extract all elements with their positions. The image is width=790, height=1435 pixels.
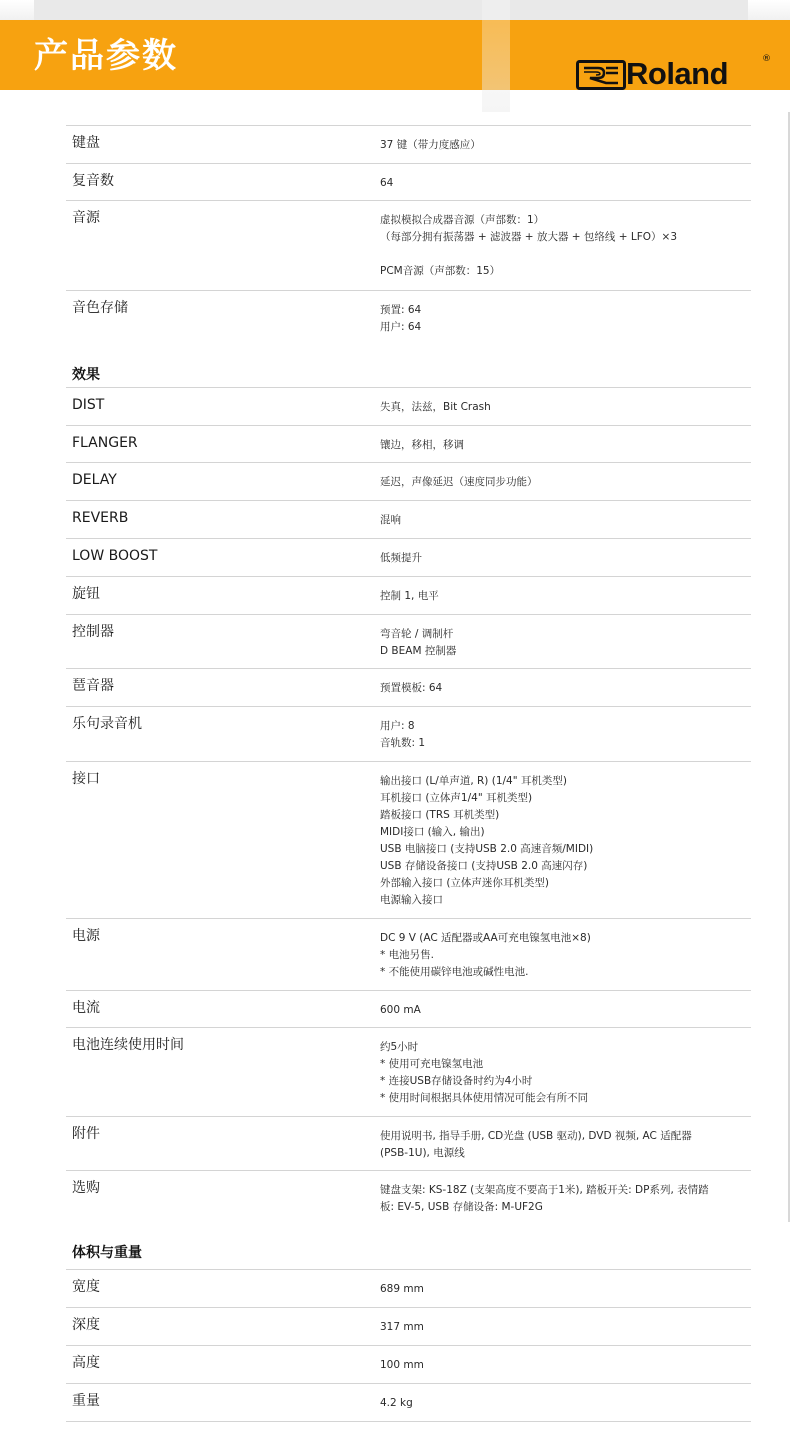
- table-bottom-line: [66, 1421, 751, 1422]
- spec-row: [66, 1027, 751, 1116]
- spec-value-line: * 连接USB存储设备时约为4小时: [380, 1075, 533, 1087]
- spec-label: LOW BOOST: [72, 548, 158, 564]
- spec-row: [66, 761, 751, 918]
- roland-logo: [576, 54, 771, 92]
- spec-value-line: MIDI接口 (输入, 输出): [380, 826, 485, 838]
- spec-value: [380, 501, 751, 529]
- spec-value-line: 电源输入接口: [380, 894, 443, 906]
- spec-value: [380, 1308, 751, 1336]
- spec-row: [66, 1307, 751, 1345]
- spec-group-main: [66, 125, 751, 342]
- spec-value-line: * 电池另售.: [380, 949, 434, 961]
- spec-value-line: * 不能使用碳锌电池或碱性电池.: [380, 966, 529, 978]
- spec-label: 电源: [72, 928, 100, 944]
- spec-row: [66, 706, 751, 761]
- spec-value-line: 输出接口 (L/单声道, R) (1/4" 耳机类型): [380, 775, 567, 787]
- section-title-dimensions: 体积与重量: [72, 1245, 142, 1261]
- spec-label: FLANGER: [72, 435, 138, 451]
- spec-value-line: 317 mm: [380, 1321, 424, 1333]
- spec-row: [66, 538, 751, 576]
- section-title-effects: 效果: [72, 367, 100, 383]
- spec-value: [380, 201, 751, 280]
- spec-value-line: DC 9 V (AC 适配器或AA可充电镍氢电池×8): [380, 932, 591, 944]
- spec-value: [380, 991, 751, 1019]
- spec-value-line: 踏板接口 (TRS 耳机类型): [380, 809, 500, 821]
- spec-row: [66, 462, 751, 500]
- spec-value: [380, 762, 751, 909]
- spec-value-line: 失真，法兹，Bit Crash: [380, 401, 491, 413]
- spec-label: 音源: [72, 210, 100, 226]
- spec-value-line: 键盘支架: KS-18Z (支架高度不要高于1米), 踏板开关: DP系列, 表情踏: [380, 1184, 709, 1196]
- spec-row: [66, 1383, 751, 1421]
- spec-value-line: 100 mm: [380, 1359, 424, 1371]
- spec-value-line: 用户: 64: [380, 321, 422, 333]
- spec-label: 复音数: [72, 173, 114, 189]
- spec-value: [380, 615, 751, 660]
- spec-value-line: 低频提升: [380, 552, 422, 564]
- spec-value-line: (PSB-1U), 电源线: [380, 1147, 465, 1159]
- spec-value: [380, 1384, 751, 1412]
- spec-value-line: 弯音轮 / 调制杆: [380, 628, 454, 640]
- spec-value-line: 板: EV-5, USB 存储设备: M-UF2G: [380, 1201, 543, 1213]
- page-header: [0, 20, 790, 90]
- spec-label: 电池连续使用时间: [72, 1037, 184, 1053]
- spec-value: [380, 1117, 751, 1162]
- spec-value: [380, 669, 751, 697]
- spec-value-line: 689 mm: [380, 1283, 424, 1295]
- spec-label: DIST: [72, 397, 105, 413]
- spec-label: DELAY: [72, 472, 117, 488]
- registered-mark: ®: [762, 54, 771, 64]
- spec-row: [66, 918, 751, 990]
- spec-row: [66, 1116, 751, 1170]
- spec-value-line: 使用说明书, 指导手册, CD光盘 (USB 驱动), DVD 视频, AC 适配器: [380, 1130, 692, 1142]
- spec-value-line: 用户: 8: [380, 720, 415, 732]
- spec-value-line: 控制 1, 电平: [380, 590, 439, 602]
- spec-label: 宽度: [72, 1279, 100, 1295]
- spec-value-line: USB 电脑接口 (支持USB 2.0 高速音频/MIDI): [380, 843, 594, 855]
- spec-row: [66, 200, 751, 290]
- spec-value: [380, 539, 751, 567]
- spec-row: [66, 500, 751, 538]
- spec-label: 琶音器: [72, 678, 114, 694]
- spec-row: [66, 576, 751, 614]
- spec-row: [66, 990, 751, 1027]
- spec-value-line: 音轨数: 1: [380, 737, 426, 749]
- spec-value: [380, 1270, 751, 1298]
- spec-row: [66, 163, 751, 200]
- spec-value-line: * 使用可充电镍氢电池: [380, 1058, 484, 1070]
- spec-value-line: 预置模板: 64: [380, 682, 443, 694]
- spec-row: [66, 1345, 751, 1383]
- spec-label: 乐句录音机: [72, 716, 142, 732]
- page-title: 产品参数: [34, 36, 178, 76]
- spec-row: [66, 668, 751, 706]
- spec-row: [66, 614, 751, 668]
- spec-value: [380, 1171, 751, 1216]
- spec-value-line: 37 键（带力度感应）: [380, 139, 481, 151]
- spec-label: 重量: [72, 1393, 100, 1409]
- spec-value: [380, 388, 751, 416]
- spec-value-line: 镶边，移相，移调: [380, 439, 464, 451]
- spec-value: [380, 577, 751, 605]
- spec-row: [66, 125, 751, 163]
- spec-value: [380, 426, 751, 454]
- spec-row: [66, 387, 751, 425]
- spec-value: [380, 164, 751, 192]
- spec-value-line: 延迟，声像延迟（速度同步功能）: [380, 476, 538, 488]
- spec-value-line: 预置: 64: [380, 304, 422, 316]
- spec-value-line: 600 mA: [380, 1004, 421, 1016]
- spec-label: 电流: [72, 1000, 100, 1016]
- spec-label: 深度: [72, 1317, 100, 1333]
- spec-group-dimensions: [66, 1269, 751, 1421]
- spec-label: 接口: [72, 771, 100, 787]
- spec-value-line: 约5小时: [380, 1041, 419, 1053]
- spec-value-line: * 使用时间根据具体使用情况可能会有所不同: [380, 1092, 589, 1104]
- spec-label: 旋钮: [72, 586, 100, 602]
- spec-value-line: 4.2 kg: [380, 1397, 413, 1409]
- top-strip: [0, 0, 790, 20]
- top-strip-inner: [34, 0, 748, 20]
- spec-value: [380, 919, 751, 981]
- spec-group-effects: [66, 387, 751, 1220]
- spec-value-line: （每部分拥有振荡器 + 滤波器 + 放大器 + 包络线 + LFO）×3: [380, 231, 678, 243]
- spec-row: [66, 1170, 751, 1220]
- roland-logo-mark-icon: [576, 60, 626, 90]
- spec-label: 高度: [72, 1355, 100, 1371]
- spec-value-line: USB 存储设备接口 (支持USB 2.0 高速闪存): [380, 860, 588, 872]
- spec-label: 控制器: [72, 624, 114, 640]
- spec-label: 附件: [72, 1126, 100, 1142]
- spec-value-line: 虚拟模拟合成器音源（声部数：1）: [380, 214, 545, 226]
- spec-value: [380, 291, 751, 336]
- spec-value: [380, 463, 751, 491]
- spec-value: [380, 1028, 751, 1107]
- spec-label: 音色存储: [72, 300, 128, 316]
- spec-value-line: D BEAM 控制器: [380, 645, 457, 657]
- spec-value-line: 耳机接口 (立体声1/4" 耳机类型): [380, 792, 533, 804]
- spec-value: [380, 126, 751, 154]
- spec-row: [66, 1269, 751, 1307]
- decorative-band: [482, 0, 510, 112]
- spec-label: REVERB: [72, 510, 129, 526]
- spec-value-line: PCM音源（声部数：15）: [380, 265, 501, 277]
- spec-label: 键盘: [72, 135, 100, 151]
- brand-name: Roland: [626, 56, 729, 91]
- spec-table: [66, 125, 751, 1422]
- spec-row: [66, 290, 751, 342]
- spec-value-line: 外部输入接口 (立体声迷你耳机类型): [380, 877, 550, 889]
- spec-value: [380, 1346, 751, 1374]
- spec-value-line: 混响: [380, 514, 401, 526]
- spec-value-line: 64: [380, 177, 394, 189]
- spec-value: [380, 707, 751, 752]
- spec-label: 选购: [72, 1180, 100, 1196]
- spec-row: [66, 425, 751, 462]
- spec-value-line: [380, 246, 751, 263]
